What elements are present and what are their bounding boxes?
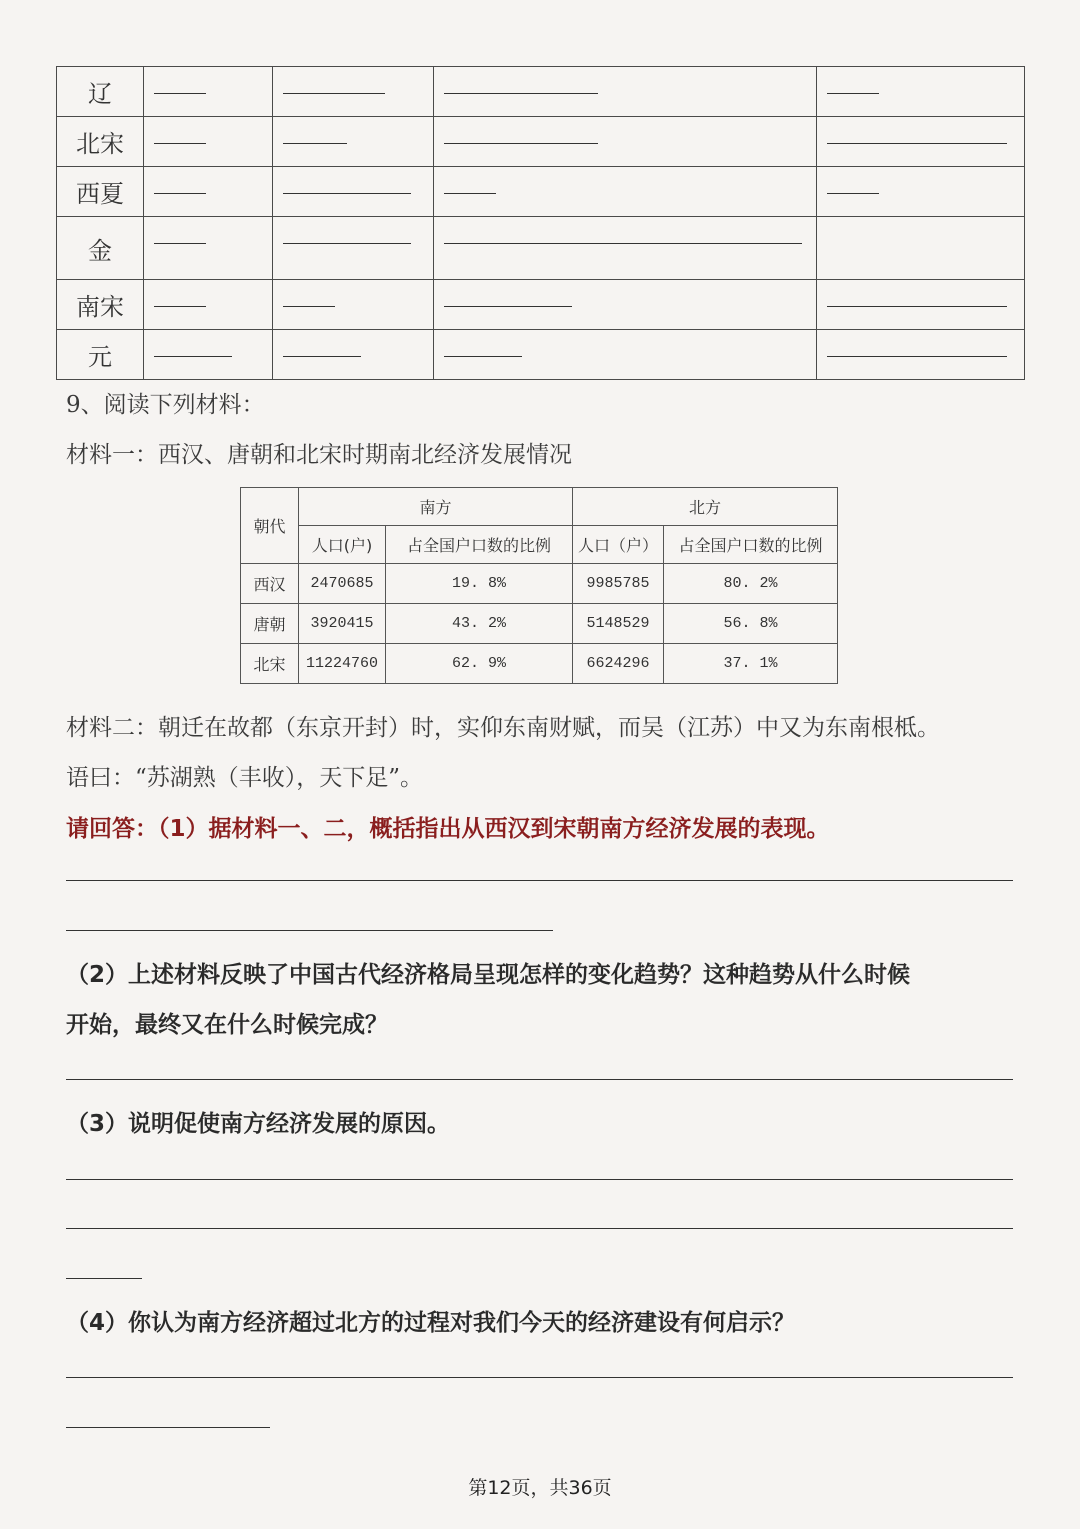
- header-population: 人口(户): [299, 526, 386, 564]
- answer-line[interactable]: [66, 1427, 270, 1428]
- question-2-line-2: 开始，最终又在什么时候完成？: [66, 1012, 388, 1038]
- fill-blank[interactable]: [154, 356, 232, 357]
- table-row: [57, 117, 1025, 167]
- answer-line[interactable]: [66, 1179, 1013, 1180]
- header-north: 北方: [573, 488, 838, 526]
- fill-blank[interactable]: [444, 93, 598, 94]
- north-ratio: 80. 2%: [664, 564, 838, 604]
- page-footer: 第12页，共36页: [468, 1477, 612, 1499]
- question-4: （4）你认为南方经济超过北方的过程对我们今天的经济建设有何启示？: [66, 1310, 796, 1336]
- dynasty-fill-table: [56, 66, 1025, 380]
- fill-blank[interactable]: [283, 143, 347, 144]
- answer-line[interactable]: [66, 930, 553, 931]
- table-row: [57, 67, 1025, 117]
- header-dynasty: 朝代: [241, 488, 299, 564]
- table-row: [57, 167, 1025, 217]
- answer-line[interactable]: [66, 1377, 1013, 1378]
- fill-blank[interactable]: [283, 306, 335, 307]
- row-dynasty: 唐朝: [241, 604, 299, 644]
- fill-blank[interactable]: [154, 93, 206, 94]
- fill-blank[interactable]: [827, 356, 1007, 357]
- fill-blank[interactable]: [154, 306, 206, 307]
- dynasty-name: 辽: [57, 67, 144, 117]
- answer-line[interactable]: [66, 880, 1013, 881]
- fill-blank[interactable]: [283, 93, 385, 94]
- south-population: 3920415: [299, 604, 386, 644]
- fill-blank[interactable]: [827, 93, 879, 94]
- fill-blank[interactable]: [827, 143, 1007, 144]
- header-ratio: 占全国户口数的比例: [664, 526, 838, 564]
- table-row: [241, 564, 838, 604]
- fill-blank[interactable]: [283, 356, 361, 357]
- south-ratio: 62. 9%: [386, 644, 573, 684]
- answer-line[interactable]: [66, 1079, 1013, 1080]
- table-row: [241, 488, 838, 526]
- table-row: [57, 280, 1025, 330]
- answer-line[interactable]: [66, 1278, 142, 1279]
- dynasty-name: 北宋: [57, 117, 144, 167]
- fill-blank[interactable]: [283, 243, 411, 244]
- header-population: 人口（户）: [573, 526, 664, 564]
- table-row: [241, 604, 838, 644]
- row-dynasty: 西汉: [241, 564, 299, 604]
- material-2-line-1: 材料二：朝迁在故都（东京开封）时，实仰东南财赋，而吴（江苏）中又为东南根柢。: [66, 715, 940, 741]
- north-population: 9985785: [573, 564, 664, 604]
- material-1-caption: 材料一：西汉、唐朝和北宋时期南北经济发展情况: [66, 442, 572, 468]
- question-9-title: 9、阅读下列材料：: [66, 392, 265, 418]
- south-ratio: 43. 2%: [386, 604, 573, 644]
- fill-blank[interactable]: [827, 193, 879, 194]
- dynasty-name: 金: [57, 217, 144, 280]
- fill-blank[interactable]: [154, 143, 206, 144]
- dynasty-name: 元: [57, 330, 144, 380]
- south-population: 2470685: [299, 564, 386, 604]
- fill-blank[interactable]: [154, 243, 206, 244]
- table-row: [241, 644, 838, 684]
- dynasty-name: 南宋: [57, 280, 144, 330]
- fill-blank[interactable]: [283, 193, 411, 194]
- question-1-text: （1）据材料一、二，概括指出从西汉到宋朝南方经济发展的表现。: [158, 816, 830, 842]
- fill-blank[interactable]: [444, 243, 802, 244]
- question-2-line-1: （2）上述材料反映了中国古代经济格局呈现怎样的变化趋势？这种趋势从什么时候: [66, 962, 911, 988]
- table-row: [57, 330, 1025, 380]
- fill-blank[interactable]: [444, 356, 522, 357]
- dynasty-name: 西夏: [57, 167, 144, 217]
- answer-line[interactable]: [66, 1228, 1013, 1229]
- north-ratio: 56. 8%: [664, 604, 838, 644]
- fill-blank[interactable]: [154, 193, 206, 194]
- header-ratio: 占全国户口数的比例: [386, 526, 573, 564]
- population-table: [240, 487, 838, 684]
- fill-blank[interactable]: [827, 306, 1007, 307]
- material-2-line-2: 语曰：“苏湖熟（丰收），天下足”。: [66, 765, 424, 791]
- answer-prompt: 请回答：: [66, 816, 158, 842]
- question-1: [66, 810, 830, 843]
- north-ratio: 37. 1%: [664, 644, 838, 684]
- north-population: 6624296: [573, 644, 664, 684]
- south-population: 11224760: [299, 644, 386, 684]
- fill-blank[interactable]: [444, 306, 572, 307]
- south-ratio: 19. 8%: [386, 564, 573, 604]
- fill-blank[interactable]: [444, 143, 598, 144]
- table-row: [57, 217, 1025, 280]
- fill-blank[interactable]: [444, 193, 496, 194]
- table-row: [241, 526, 838, 564]
- header-south: 南方: [299, 488, 573, 526]
- north-population: 5148529: [573, 604, 664, 644]
- row-dynasty: 北宋: [241, 644, 299, 684]
- question-3: （3）说明促使南方经济发展的原因。: [66, 1111, 451, 1137]
